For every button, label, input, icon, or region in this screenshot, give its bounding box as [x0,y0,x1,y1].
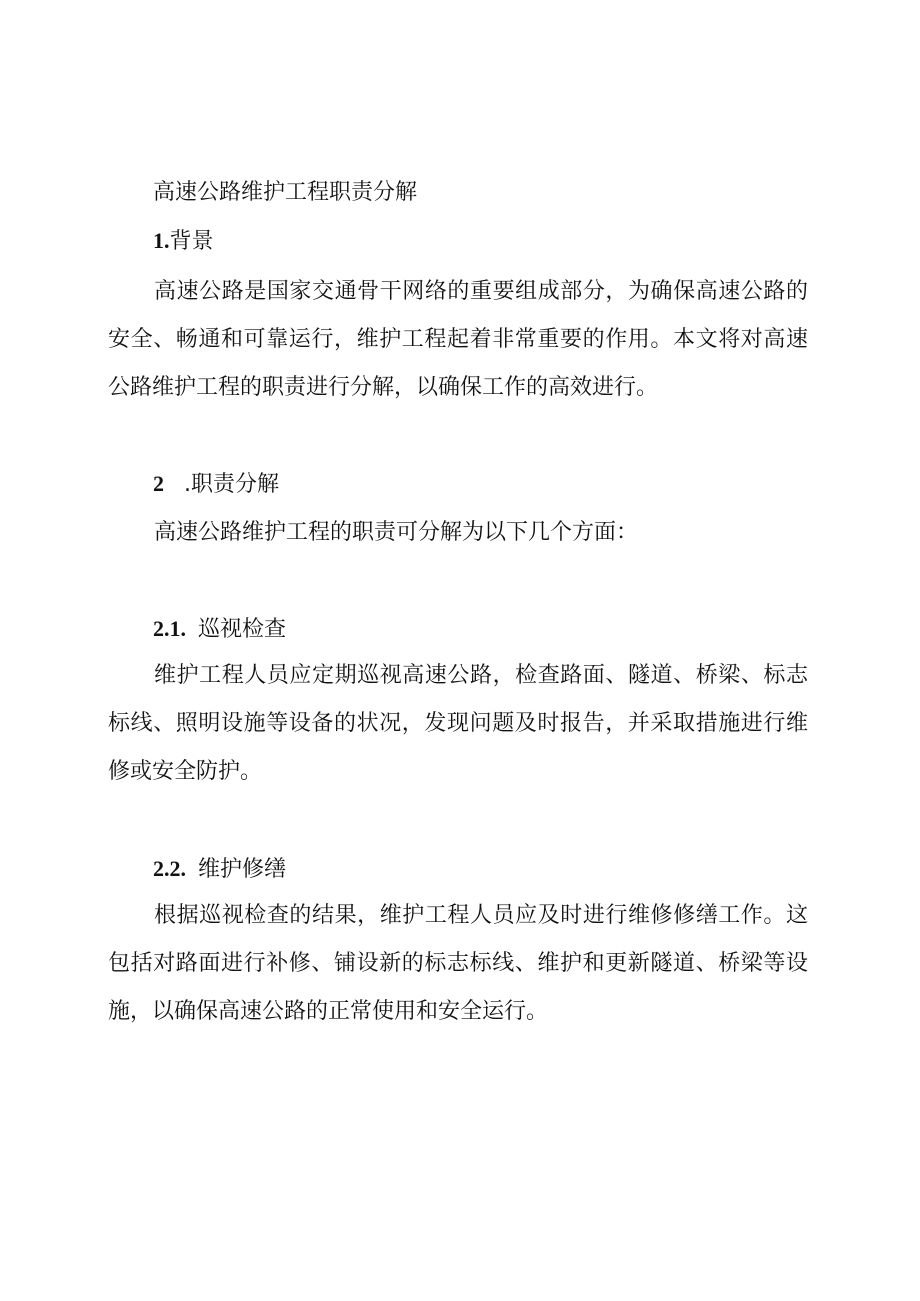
section-heading-background [153,226,214,257]
section-heading-repair [153,854,286,885]
section-paragraph-duties: 高速公路维护工程的职责可分解为以下几个方面： [154,520,639,545]
section-number: 2.2. [153,856,186,881]
section-title: 维护修缮 [198,857,287,882]
section-paragraph-repair: 根据巡视检查的结果，维护工程人员应及时进行维修修缮工作。这包括对路面进行补修、铺设新的标志标线、维护和更新隧道、桥梁等设施，以确保高速公路的正常使用和安全运行。 [108,903,808,1024]
section-paragraph-background: 高速公路是国家交通骨干网络的重要组成部分，为确保高速公路的安全、畅通和可靠运行，维护工程起着非常重要的作用。本文将对高速公路维护工程的职责进行分解，以确保工作的高效进行。 [108,279,808,400]
section-title: .职责分解 [184,472,279,497]
section-heading-duties [153,469,279,500]
section-heading-patrol [153,614,286,645]
section-number: 2.1. [153,616,186,641]
section-title: 巡视检查 [198,617,287,642]
section-title: 背景 [169,229,214,254]
section-paragraph-patrol: 维护工程人员应定期巡视高速公路，检查路面、隧道、桥梁、标志标线、照明设施等设备的状况，发现问题及时报告，并采取措施进行维修或安全防护。 [108,663,808,784]
section-number: 1. [153,228,170,253]
document-title: 高速公路维护工程职责分解 [153,180,418,205]
section-number: 2 [153,471,164,496]
